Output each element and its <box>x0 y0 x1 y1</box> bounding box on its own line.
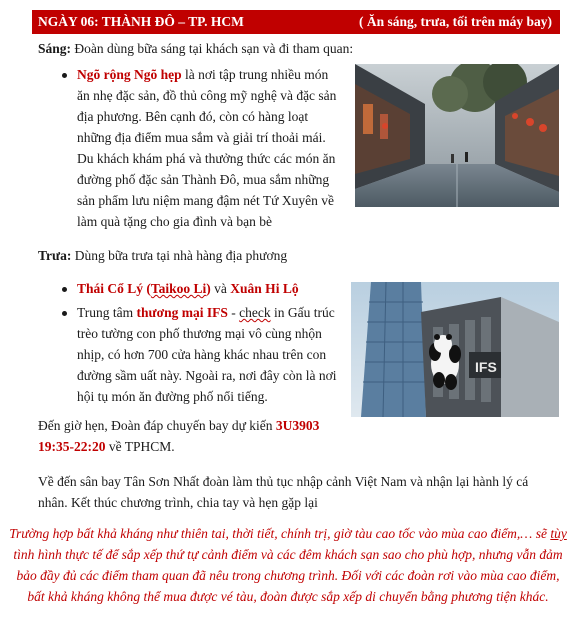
bullet-dot <box>62 287 67 292</box>
noon-places-line: Thái Cổ Lý (Taikoo Li) và Xuân Hi Lộ <box>77 281 299 296</box>
morning-intro-text: Đoàn dùng bữa sáng tại khách sạn và đi tham quan: <box>74 41 354 56</box>
noon-intro-text: Dùng bữa trưa tại nhà hàng địa phương <box>71 248 288 263</box>
ifs-panda-photo <box>351 282 559 417</box>
place-ngo-rong-ngo-hep: Ngõ rộng Ngõ hẹp <box>77 67 182 82</box>
alley-street-photo <box>355 64 559 207</box>
bullet-dot <box>62 73 67 78</box>
arrival-paragraph: Về đến sân bay Tân Sơn Nhất đoàn làm thủ tục nhập cảnh Việt Nam và nhận lại hành lý cá nhân. Kết thúc chương trình, chia tay và hẹn gặp lại <box>38 474 529 510</box>
noon-label: Trưa: <box>38 248 72 263</box>
place-xuan-hi-lo: Xuân Hi Lộ <box>230 281 299 296</box>
flight-info: Đến giờ hẹn, Đoàn đáp chuyến bay dự kiến 3U3903 19:35-22:20 về TPHCM. <box>38 418 320 454</box>
svg-text:IFS: IFS <box>475 359 497 375</box>
morning-description: Ngõ rộng Ngõ hẹp là nơi tập trung nhiều món ăn nhẹ đặc sản, đồ thủ công mỹ nghệ và đặc sản địa phương. Bên cạnh đó, còn có hàng loạt những địa điểm mua sắm và giải trí thoải mái. Du khách khám phá và thưởng thức các món ăn đường phố đặc sản Thành Đô, mua sắm những sản phẩm lưu niệm mang đậm nét Tứ Xuyên về làm quà tặng cho gia đình và bạn bè <box>77 67 337 229</box>
meals-info: ( Ăn sáng, trưa, tối trên máy bay) <box>359 14 552 29</box>
morning-label: Sáng: <box>38 41 72 56</box>
noon-intro <box>38 245 287 266</box>
day-title: NGÀY 06: THÀNH ĐÔ – TP. HCM <box>38 14 244 29</box>
flight-time: 19:35-22:20 <box>38 439 106 454</box>
place-ifs-mall: thương mại IFS <box>136 305 228 320</box>
ifs-description: Trung tâm thương mại IFS - check in Gấu trúc trèo tường con phố thương mại vô cùng nhộn nhịp, có hơn 700 cửa hàng khác nhau trên con đường sầm uất này. Ngoài ra, nơi đây còn là nơi hội tụ món ăn đường phố nổi tiếng. <box>77 305 337 404</box>
morning-intro <box>38 38 353 59</box>
day-header-banner <box>32 10 560 34</box>
bullet-dot <box>62 311 67 316</box>
flight-code: 3U3903 <box>275 418 320 433</box>
force-majeure-note: Trường hợp bất khả kháng như thiên tai, thời tiết, chính trị, giờ tàu cao tốc vào mùa cao điểm,… sẽ tùy tình hình thực tế để sắp xếp thứ tự cảnh điểm và các đêm khách sạn sao cho phù hợp, nhưng vẫn đảm bảo đầy đủ các điểm tham quan đã nêu trong chương trình. Đối với các đoàn rơi vào mùa cao điểm, bất khả kháng không thể mua được vé tàu, đoàn được sắp xếp di chuyển bằng phương tiện khác. <box>9 526 567 604</box>
place-taikoo-li: Thái Cổ Lý (Taikoo Li) <box>77 281 211 296</box>
